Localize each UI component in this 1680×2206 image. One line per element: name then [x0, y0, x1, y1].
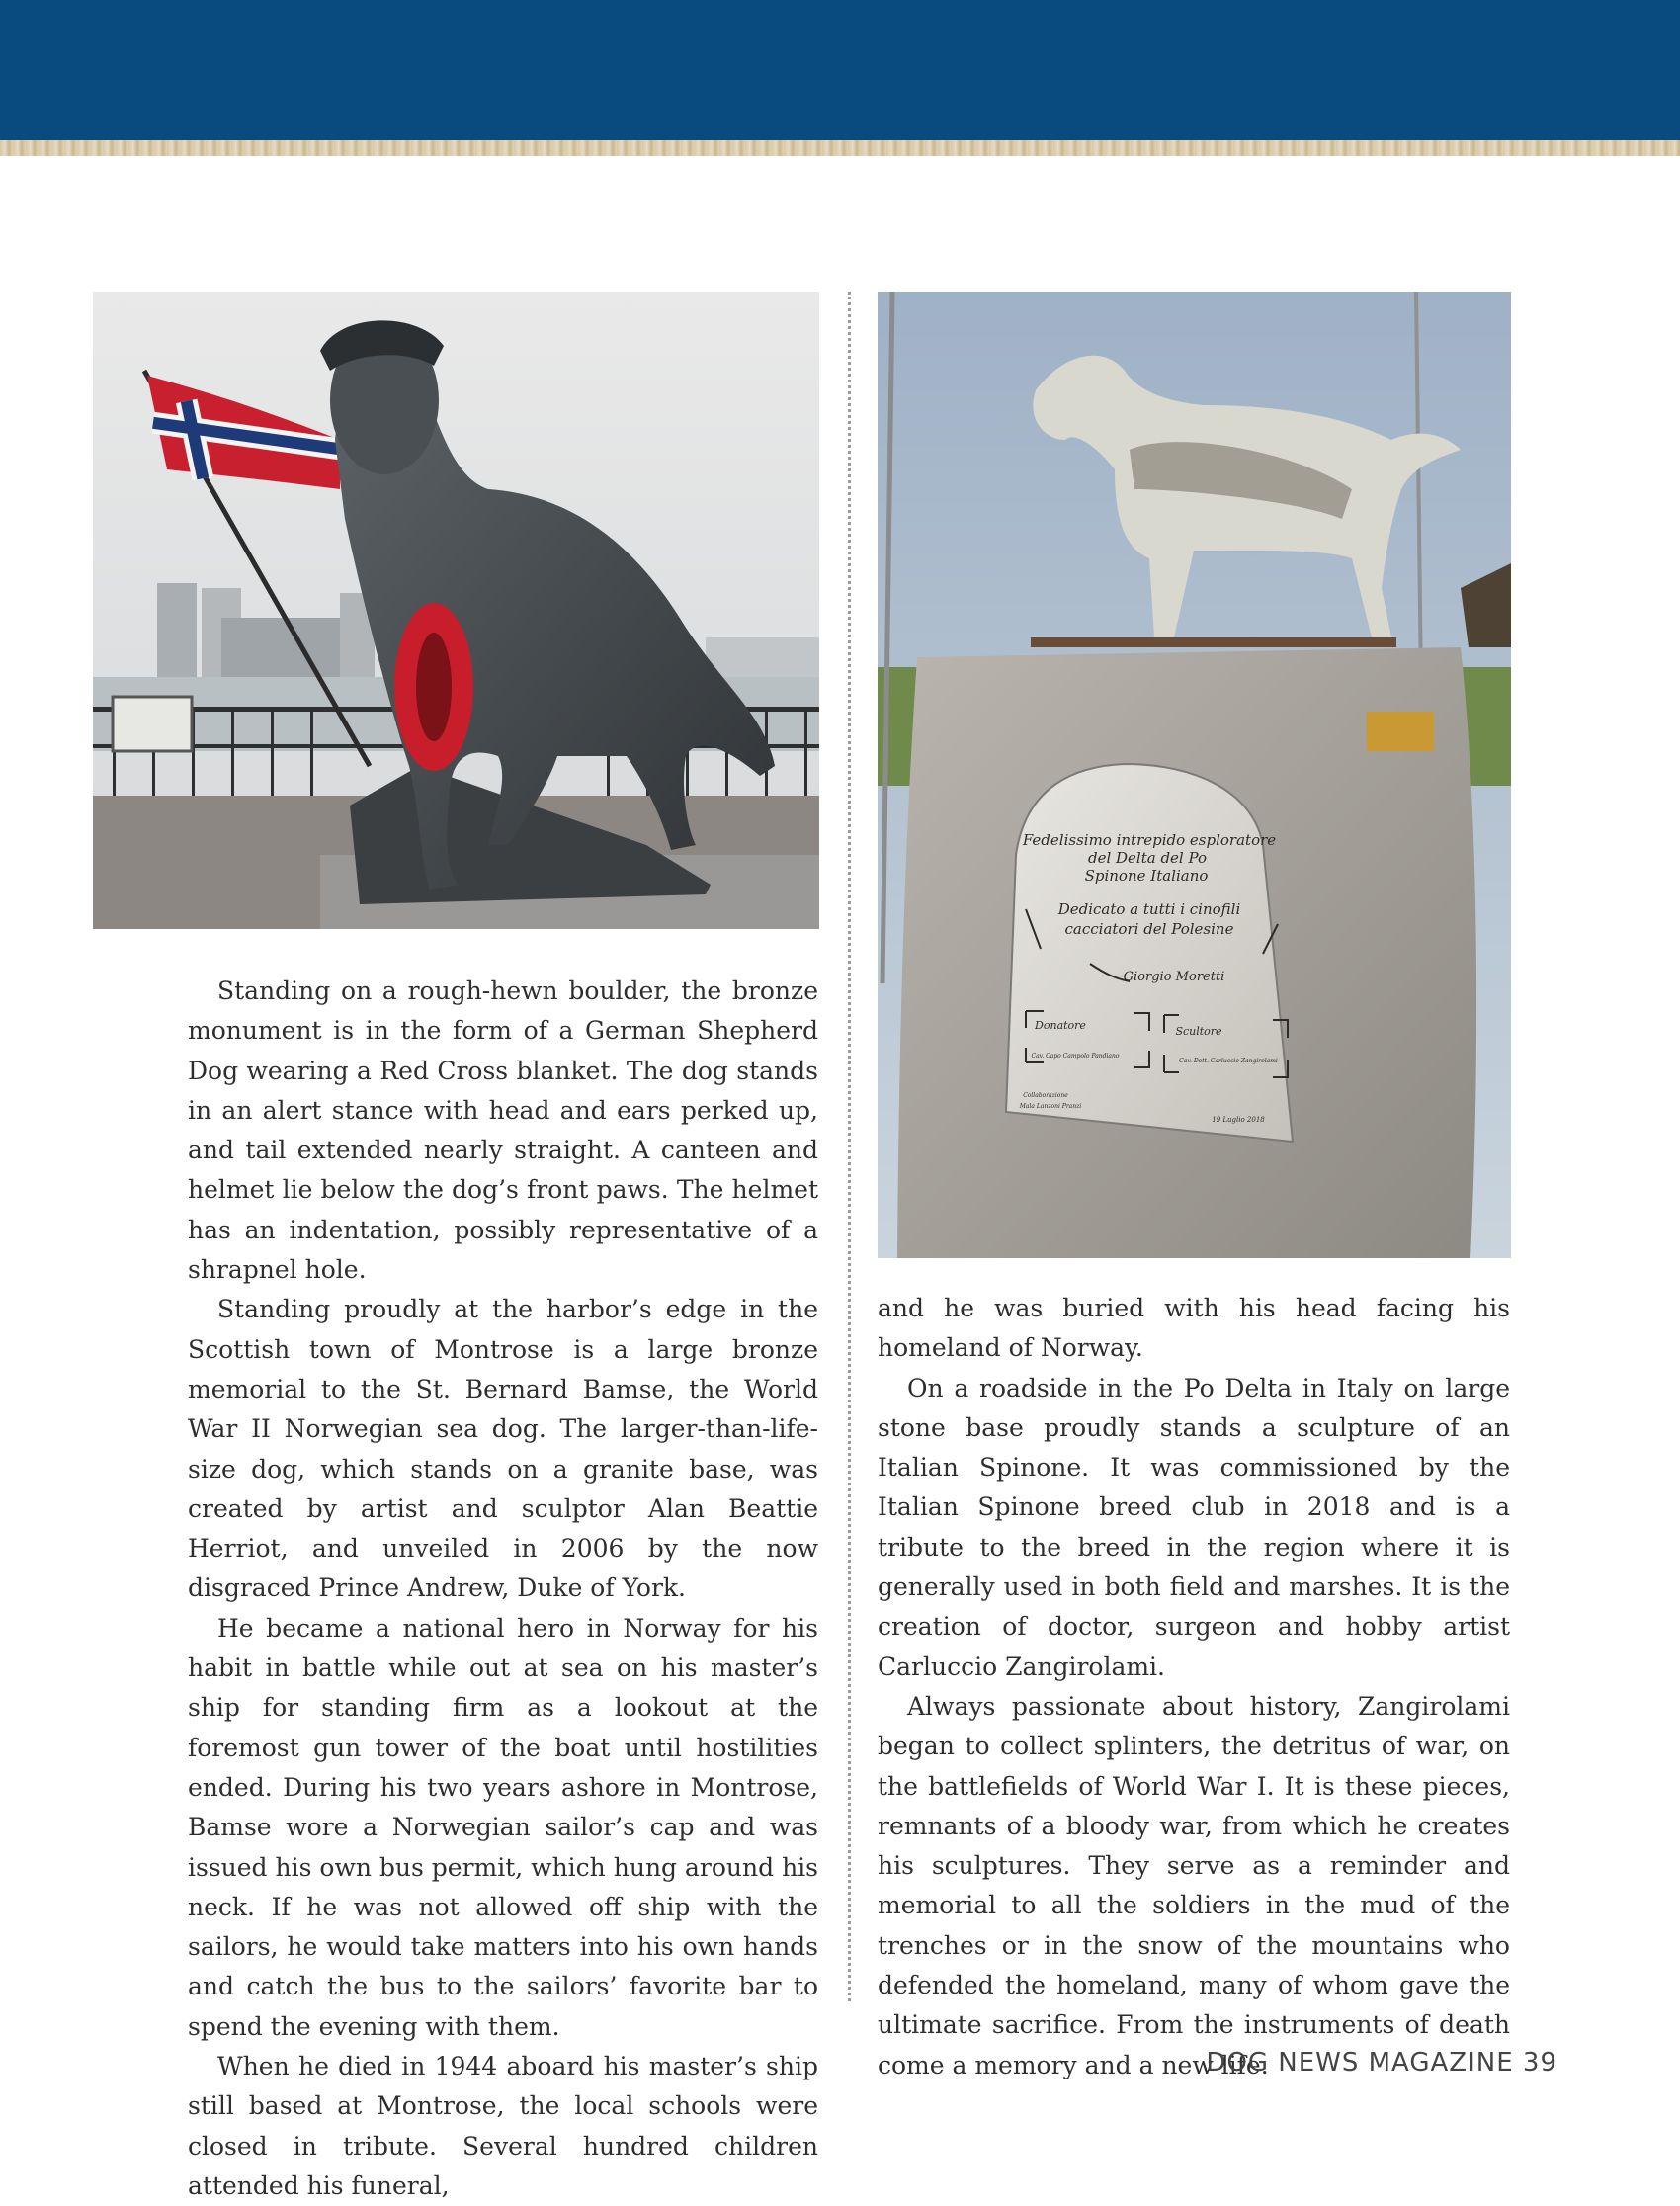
paragraph-spinone-sculpture: On a roadside in the Po Delta in Italy on large stone base proudly stands a sculpture of an Italian Spinone. It was commissioned by the Italian Spinone breed club in 2018 and is a tribute to the breed in the region where it is generally used in both field and marshes. It is the creation of doctor, surgeon and hobby artist Carluccio Zangirolami.	[878, 1373, 1510, 1681]
plaque-line-2: del Delta del Po	[1087, 849, 1208, 867]
paragraph-bamse-hero: He became a national hero in Norway for his habit in battle while out at sea on his master’s ship for standing firm as a lookout at the foremost gun tower of the boat until hostilities ended. During his two years ashore in Montrose, Bamse wore a Norwegian sailor’s cap and was issued his own bus permit, which hung around his neck. If he was not allowed off ship with the sailors, he would take matters into his own hands and catch the bus to the sailors’ favorite bar to spend the evening with them.	[188, 1613, 818, 2041]
plaque-donor-name: Cav. Capo Campolo Pandiano	[1031, 1053, 1120, 1060]
plaque-sculptor-name: Cav. Dott. Carluccio Zangirolami	[1179, 1058, 1278, 1064]
header-band	[0, 0, 1680, 140]
article-left-column	[188, 972, 818, 2206]
article-right-column	[878, 1289, 1510, 2085]
paragraph-bamse-death: When he died in 1944 aboard his master’s ship still based at Montrose, the local schools were closed in tribute. Several hundred children attended his funeral,	[188, 2052, 818, 2200]
photo-spinone-sculpture	[878, 292, 1511, 1258]
page-footer: DOG NEWS MAGAZINE 39	[1206, 2048, 1557, 2078]
plaque-line-5: cacciatori del Polesine	[1064, 920, 1234, 938]
paragraph-bamse-burial: and he was buried with his head facing his homeland of Norway.	[878, 1294, 1510, 1363]
plaque-donor-label: Donatore	[1035, 1019, 1086, 1032]
plaque-line-3: Spinone Italiano	[1084, 867, 1209, 885]
column-divider	[848, 292, 851, 2001]
photo-bamse-statue	[93, 292, 819, 929]
plaque-line-4: Dedicato a tutti i cinofili	[1057, 900, 1241, 918]
plaque-line-1: Fedelissimo intrepido esploratore	[1022, 831, 1277, 849]
plaque-sculptor-label: Scultore	[1175, 1025, 1222, 1038]
paragraph-bamse-memorial: Standing proudly at the harbor’s edge in the Scottish town of Montrose is a large bronze memorial to the St. Bernard Bamse, the World War II Norwegian sea dog. The larger-than-life-size dog, which stands on a granite base, was created by artist and sculptor Alan Beattie Herriot, and unveiled in 2006 by the now disgraced Prince Andrew, Duke of York.	[188, 1295, 818, 1603]
plaque-signature: Giorgio Moretti	[1123, 970, 1225, 984]
paragraph-gsd-monument: Standing on a rough-hewn boulder, the bronze monument is in the form of a German Shepherd Dog wearing a Red Cross blanket. The dog stands in an alert stance with head and ears perked up, and tail extended nearly straight. A canteen and helmet lie below the dog’s front paws. The helmet has an indentation, possibly representative of a shrapnel hole.	[188, 976, 818, 1285]
header-gold-strip	[0, 140, 1680, 156]
plaque-collab-label: Collaborazione	[1023, 1092, 1068, 1099]
plaque-date: 19 Luglio 2018	[1212, 1116, 1265, 1124]
plaque-collab-name: Mala Lanzoni Pranzi	[1019, 1103, 1082, 1110]
paragraph-zangirolami: Always passionate about history, Zangirolami began to collect splinters, the detritus of war, on the battlefields of World War I. It is these pieces, remnants of a bloody war, from which he creates his sculptures. They serve as a reminder and memorial to all the soldiers in the mud of the trenches or in the snow of the mountains who defended the homeland, many of whom gave the ultimate sacrifice. From the instruments of death come a memory and a new life.	[878, 1691, 1510, 2079]
